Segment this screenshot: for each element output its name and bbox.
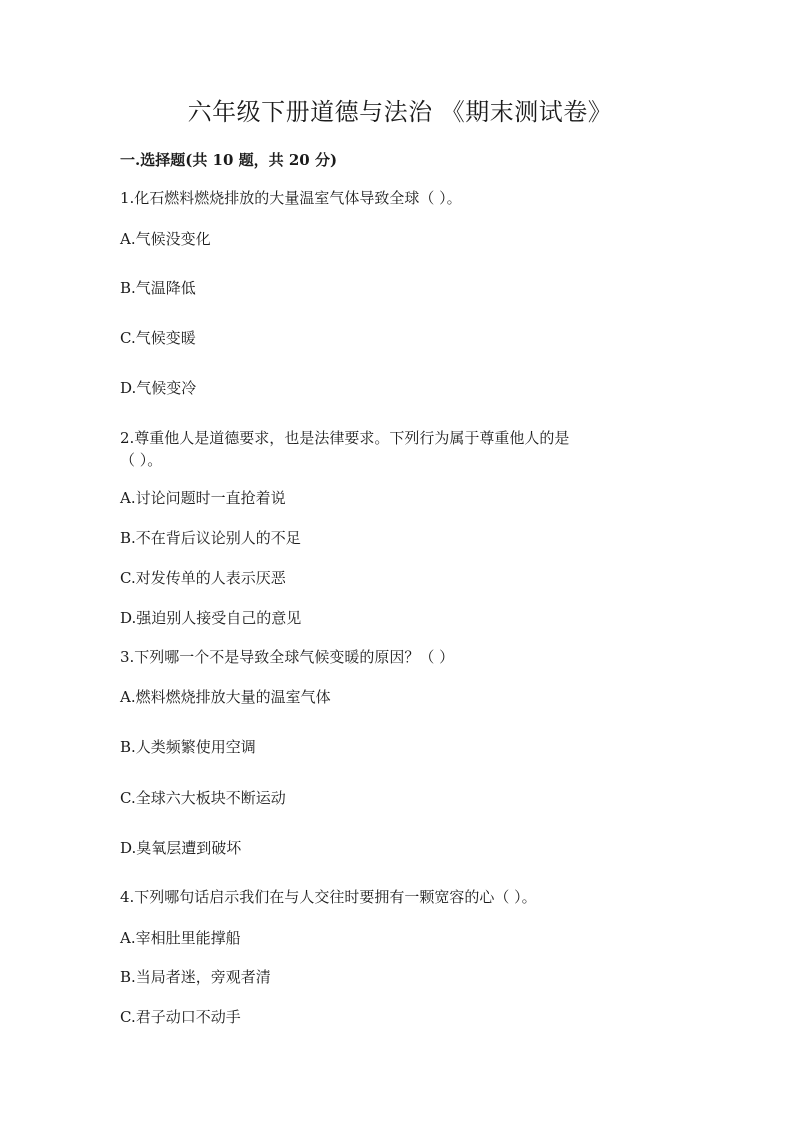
question-2-option-c: C.对发传单的人表示厌恶 [120, 569, 286, 587]
question-2-option-a: A.讨论问题时一直抢着说 [120, 489, 286, 507]
question-4-stem: 4.下列哪句话启示我们在与人交往时要拥有一颗宽容的心（ ）。 [120, 888, 537, 906]
question-4-option-b: B.当局者迷，旁观者清 [120, 968, 271, 986]
question-1-option-b: B.气温降低 [120, 279, 196, 297]
page-title: 六年级下册道德与法治 《期末测试卷》 [187, 98, 613, 126]
question-2-option-d: D.强迫别人接受自己的意见 [120, 609, 302, 627]
question-2-stem-line-2: （ ）。 [120, 451, 163, 469]
question-3-option-b: B.人类频繁使用空调 [120, 738, 256, 756]
question-3-option-c: C.全球六大板块不断运动 [120, 789, 286, 807]
question-3-option-d: D.臭氧层遭到破坏 [120, 839, 242, 857]
question-1-option-d: D.气候变冷 [120, 379, 197, 397]
question-3-stem: 3.下列哪一个不是导致全球气候变暖的原因？（ ） [120, 648, 455, 666]
question-2-stem-line-1: 2.尊重他人是道德要求，也是法律要求。下列行为属于尊重他人的是 [120, 429, 570, 447]
question-2-option-b: B.不在背后议论别人的不足 [120, 529, 301, 547]
question-4-option-a: A.宰相肚里能撑船 [120, 929, 241, 947]
question-1-stem: 1.化石燃料燃烧排放的大量温室气体导致全球（ ）。 [120, 189, 462, 207]
section-heading: 一.选择题(共 10 题，共 20 分) [120, 151, 338, 169]
question-4-option-c: C.君子动口不动手 [120, 1008, 241, 1026]
question-1-option-c: C.气候变暖 [120, 329, 196, 347]
question-1-option-a: A.气候没变化 [120, 230, 211, 248]
question-3-option-a: A.燃料燃烧排放大量的温室气体 [120, 688, 331, 706]
